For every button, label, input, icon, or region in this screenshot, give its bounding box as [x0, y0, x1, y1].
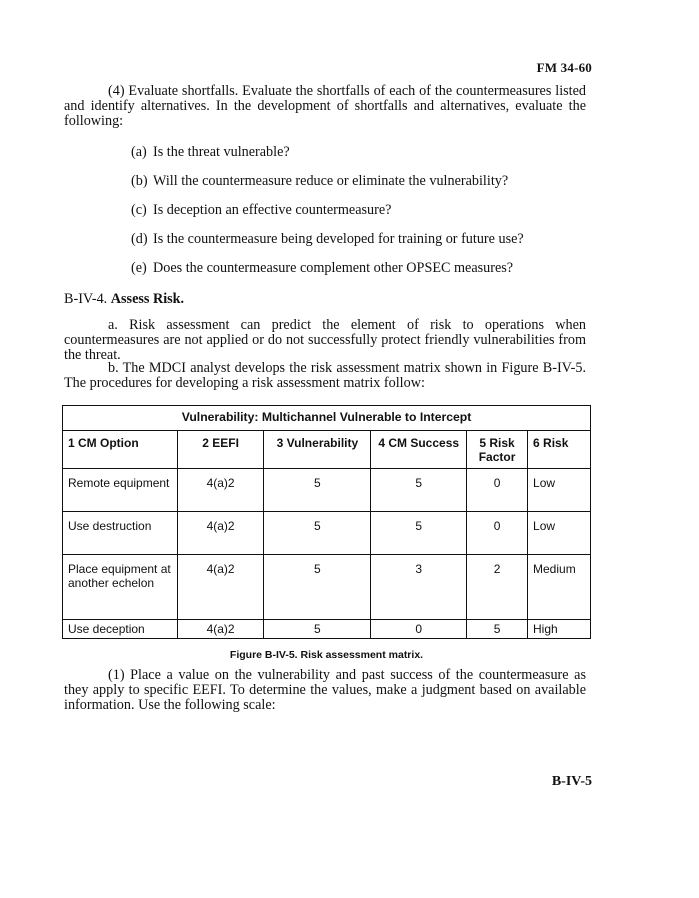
question-text: Does the countermeasure complement other OPSEC measures?: [153, 260, 514, 276]
table-cell: Use deception: [63, 620, 178, 639]
page-header: FM 34-60: [536, 60, 592, 75]
table-cell: 5: [264, 512, 371, 555]
question-text: Will the countermeasure reduce or eliminate the vulnerability?: [153, 173, 509, 189]
table-cell: 4(a)2: [177, 555, 264, 620]
table-cell: 0: [371, 620, 467, 639]
table-cell: Medium: [528, 555, 591, 620]
table-cell: 5: [264, 555, 371, 620]
section-number: B-IV-4.: [64, 291, 108, 307]
question-text: Is the threat vulnerable?: [153, 144, 290, 160]
table-cell: High: [528, 620, 591, 639]
table-cell: 5: [371, 469, 467, 512]
question-text: Is the countermeasure being developed for training or future use?: [153, 231, 524, 247]
question-item: [131, 173, 508, 190]
page-number: B-IV-5: [551, 774, 592, 789]
table-cell: Low: [528, 469, 591, 512]
table-cell: 5: [264, 469, 371, 512]
question-label: (d): [131, 231, 148, 247]
column-header: 1 CM Option: [63, 431, 178, 469]
table-row: [63, 555, 591, 620]
table-cell: 3: [371, 555, 467, 620]
table-cell: 5: [371, 512, 467, 555]
table-cell: 0: [467, 469, 528, 512]
question-item: [131, 231, 524, 248]
table-cell: Place equipment at another echelon: [63, 555, 178, 620]
question-item: [131, 260, 513, 277]
column-header: 6 Risk: [528, 431, 591, 469]
intro-paragraph: (4) Evaluate shortfalls. Evaluate the shortfalls of each of the countermeasures listed and identify alternatives. In the development of shortfalls and alternatives, evaluate the following:: [64, 83, 586, 129]
paragraph-b: b. The MDCI analyst develops the risk assessment matrix shown in Figure B-IV-5. The procedures for developing a risk assessment matrix follow:: [64, 360, 586, 391]
column-header: 2 EEFI: [177, 431, 264, 469]
column-header: 3 Vulnerability: [264, 431, 371, 469]
question-text: Is deception an effective countermeasure?: [153, 202, 392, 218]
paragraph-1: (1) Place a value on the vulnerability and past success of the countermeasure as they apply to specific EEFI. To determine the values, make a judgment based on available information. Use the following scale:: [64, 667, 586, 713]
section-title: Assess Risk.: [110, 291, 185, 307]
table-row: [63, 620, 591, 639]
table-header-row: [63, 431, 591, 469]
table-cell: Remote equipment: [63, 469, 178, 512]
question-item: [131, 202, 391, 219]
figure-caption: Figure B-IV-5. Risk assessment matrix.: [229, 649, 424, 661]
column-header: 4 CM Success: [371, 431, 467, 469]
paragraph-a: a. Risk assessment can predict the element of risk to operations when countermeasures are not applied or do not successfully protect friendly vulnerabilities from the threat.: [64, 317, 586, 363]
section-heading: [64, 291, 184, 308]
column-header: 5 Risk Factor: [467, 431, 528, 469]
table-cell: 0: [467, 512, 528, 555]
risk-assessment-matrix: [62, 405, 591, 639]
table-row: [63, 469, 591, 512]
table-cell: Low: [528, 512, 591, 555]
question-label: (a): [131, 144, 147, 160]
table-cell: 5: [467, 620, 528, 639]
table-cell: 4(a)2: [177, 512, 264, 555]
question-label: (b): [131, 173, 148, 189]
table-title: Vulnerability: Multichannel Vulnerable to Intercept: [63, 406, 591, 431]
table-cell: 5: [264, 620, 371, 639]
table-cell: 4(a)2: [177, 469, 264, 512]
question-label: (c): [131, 202, 147, 218]
table-cell: Use destruction: [63, 512, 178, 555]
question-item: [131, 144, 290, 161]
table-cell: 4(a)2: [177, 620, 264, 639]
table-row: [63, 512, 591, 555]
question-label: (e): [131, 260, 147, 276]
table-cell: 2: [467, 555, 528, 620]
